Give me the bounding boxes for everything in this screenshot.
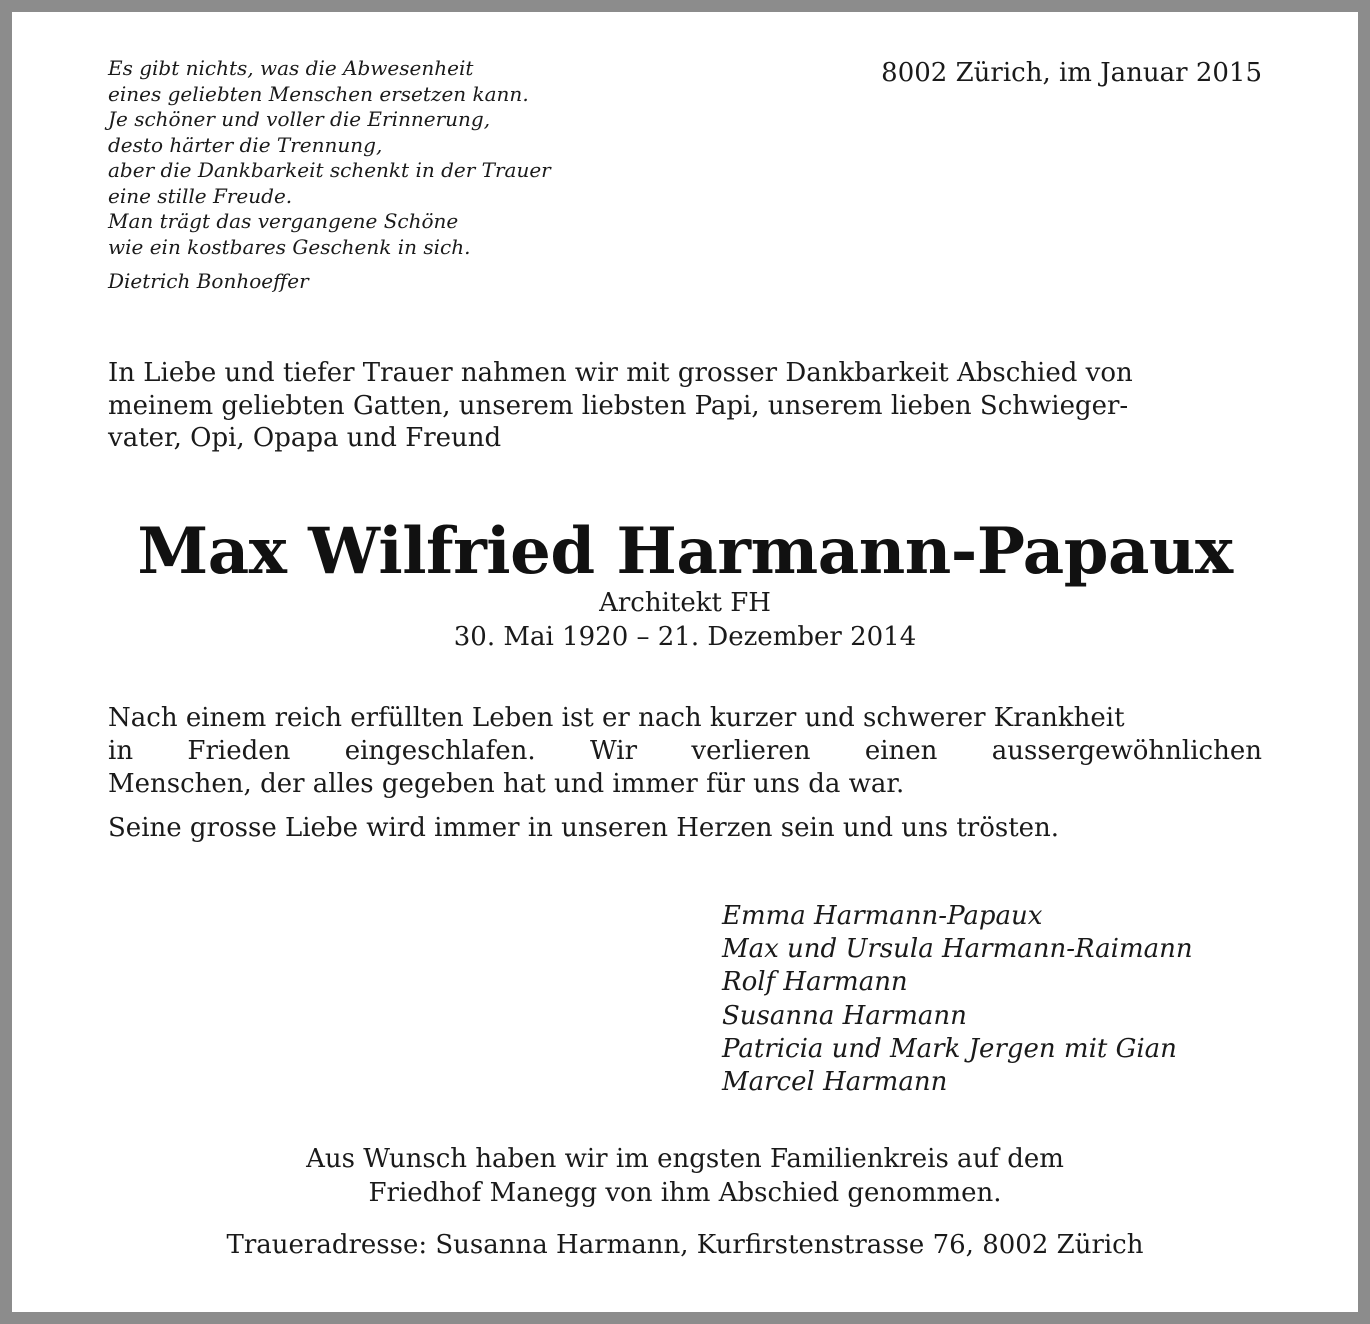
body-second-paragraph: Seine grosse Liebe wird immer in unseren Herzen sein und uns trösten. [108, 813, 1060, 843]
intro-line: In Liebe und tiefer Trauer nahmen wir mit grosser Dankbarkeit Abschied von [108, 358, 1133, 388]
life-dates: 30. Mai 1920 – 21. Dezember 2014 [453, 622, 917, 652]
mourner-name: Susanna Harmann [722, 1000, 967, 1031]
intro-line: meinem geliebten Gatten, unserem liebsten Papi, unserem lieben Schwieger- [108, 390, 1129, 421]
mourner-name: Max und Ursula Harmann-Raimann [722, 934, 1193, 965]
body-line: Menschen, der alles gegeben hat und immer für uns da war. [108, 769, 905, 799]
mourner-name: Emma Harmann-Papaux [722, 901, 1043, 931]
bonhoeffer-quote [108, 56, 668, 295]
body-word: Wir [590, 736, 638, 766]
body-word: in [108, 736, 134, 766]
body-word: einen [864, 736, 938, 766]
mourner-name: Patricia und Mark Jergen mit Gian [722, 1033, 1177, 1064]
body-word: Frieden [187, 736, 291, 766]
body-word: eingeschlafen. [344, 736, 536, 766]
intro-paragraph [108, 357, 1262, 455]
quote-line: Man trägt das vergangene Schöne [108, 209, 459, 233]
closing-notice [108, 1142, 1262, 1262]
deceased-details [108, 586, 1262, 654]
body-word: verlieren [691, 736, 811, 766]
body-line-justified [108, 735, 1262, 768]
closing-line: Aus Wunsch haben wir im engsten Familienkreis auf dem [306, 1144, 1064, 1174]
body-paragraph [108, 702, 1262, 845]
place-and-date: 8002 Zürich, im Januar 2015 [881, 58, 1262, 88]
mourner-name: Rolf Harmann [722, 967, 908, 998]
deceased-name: Max Wilfried Harmann-Papaux [137, 514, 1233, 589]
mourning-address: Traueradresse: Susanna Harmann, Kurfirstenstrasse 76, 8002 Zürich [226, 1230, 1144, 1260]
body-word: aussergewöhnlichen [991, 736, 1262, 766]
quote-line: Je schöner und voller die Erinnerung, [108, 107, 491, 131]
mourner-name: Marcel Harmann [722, 1067, 948, 1098]
intro-line: vater, Opi, Opapa und Freund [108, 423, 502, 453]
quote-line: wie ein kostbares Geschenk in sich. [108, 234, 471, 259]
deceased-title: Architekt FH [599, 588, 771, 618]
body-line: Nach einem reich erfüllten Leben ist er nach kurzer und schwerer Krankheit [108, 703, 1125, 733]
quote-line: eine stille Freude. [108, 183, 293, 208]
quote-line: Es gibt nichts, was die Abwesenheit [108, 56, 474, 80]
quote-author: Dietrich Bonhoeffer [108, 269, 309, 293]
closing-line: Friedhof Manegg von ihm Abschied genommen. [368, 1178, 1002, 1208]
quote-line: aber die Dankbarkeit schenkt in der Trauer [108, 158, 551, 182]
mourners-list [722, 900, 1282, 1099]
obituary-page [12, 12, 1358, 1312]
quote-line: eines geliebten Menschen ersetzen kann. [108, 81, 529, 106]
quote-line: desto härter die Trennung, [108, 132, 383, 157]
